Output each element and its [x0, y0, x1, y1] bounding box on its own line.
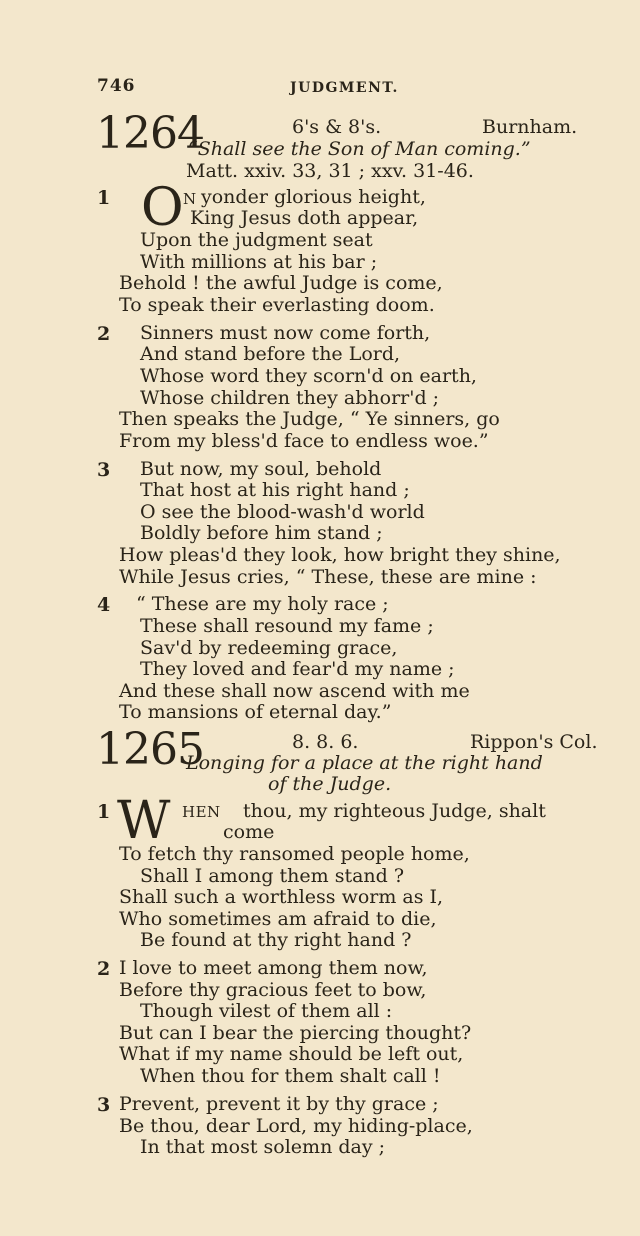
hymn-number: 1265 — [96, 724, 204, 775]
verse-line: O see the blood-wash'd world — [140, 501, 425, 523]
hymn-subtitle: “Shall see the Son of Man coming.” — [188, 138, 531, 160]
hymn-tune: Rippon's Col. — [470, 731, 598, 753]
verse-line: Then speaks the Judge, “ Ye sinners, go — [119, 408, 500, 430]
hymn-tune: Burnham. — [482, 116, 578, 138]
verse-line: Be found at thy right hand ? — [140, 929, 412, 951]
verse-line: Boldly before him stand ; — [140, 522, 383, 544]
verse-number: 4 — [97, 594, 111, 616]
verse-line: Who sometimes am afraid to die, — [119, 908, 437, 930]
verse-number: 3 — [97, 1094, 111, 1116]
verse-line: come — [223, 821, 275, 843]
small-caps-word: N — [183, 190, 197, 208]
verse-line: To fetch thy ransomed people home, — [119, 843, 470, 865]
page-number: 746 — [97, 76, 136, 96]
verse-line: But can I bear the piercing thought? — [119, 1022, 472, 1044]
verse-line: Before thy gracious feet to bow, — [119, 979, 427, 1001]
verse-line: And stand before the Lord, — [140, 343, 401, 365]
hymn-meter: 8. 8. 6. — [292, 731, 359, 753]
verse-line: From my bless'd face to endless woe.” — [119, 430, 489, 452]
hymn-number: 1264 — [96, 108, 204, 159]
verse-line: Shall I among them stand ? — [140, 865, 405, 887]
verse-line: How pleas'd they look, how bright they shine, — [119, 544, 561, 566]
verse-line: Though vilest of them all : — [140, 1000, 393, 1022]
verse-line: King Jesus doth appear, — [190, 207, 419, 229]
verse-number: 2 — [97, 323, 111, 345]
verse-line: While Jesus cries, “ These, these are mine : — [119, 566, 537, 588]
verse-number: 3 — [97, 459, 111, 481]
hymn-subtitle: Longing for a place at the right hand — [186, 752, 543, 774]
verse-line: yonder glorious height, — [201, 186, 426, 208]
verse-line: With millions at his bar ; — [140, 251, 378, 273]
verse-line: They loved and fear'd my name ; — [140, 658, 455, 680]
verse-line: Upon the judgment seat — [140, 229, 373, 251]
running-head: JUDGMENT. — [290, 80, 399, 96]
verse-line: Shall such a worthless worm as I, — [119, 886, 444, 908]
verse-number: 1 — [97, 187, 111, 209]
scripture-reference: Matt. xxiv. 33, 31 ; xxv. 31-46. — [186, 160, 474, 182]
verse-line: When thou for them shalt call ! — [140, 1065, 441, 1087]
verse-line: I love to meet among them now, — [119, 957, 428, 979]
verse-line: Prevent, prevent it by thy grace ; — [119, 1093, 439, 1115]
small-caps-word: HEN — [182, 803, 221, 821]
verse-number: 1 — [97, 801, 111, 823]
verse-line: Sinners must now come forth, — [140, 322, 431, 344]
verse-line: “ These are my holy race ; — [136, 593, 389, 615]
verse-line: But now, my soul, behold — [140, 458, 382, 480]
verse-number: 2 — [97, 958, 111, 980]
verse-line: These shall resound my fame ; — [140, 615, 434, 637]
verse-line: And these shall now ascend with me — [119, 680, 470, 702]
verse-line: To speak their everlasting doom. — [119, 294, 435, 316]
verse-line: Whose children they abhorr'd ; — [140, 387, 440, 409]
verse-line: Be thou, dear Lord, my hiding-place, — [119, 1115, 473, 1137]
drop-cap: W — [117, 791, 171, 851]
verse-line: That host at his right hand ; — [140, 479, 410, 501]
verse-line: In that most solemn day ; — [140, 1136, 386, 1158]
verse-line: Sav'd by redeeming grace, — [140, 637, 398, 659]
hymn-subtitle: of the Judge. — [268, 773, 392, 795]
drop-cap: O — [141, 178, 184, 238]
hymn-meter: 6's & 8's. — [292, 116, 382, 138]
verse-line: Behold ! the awful Judge is come, — [119, 272, 443, 294]
verse-line: What if my name should be left out, — [119, 1043, 464, 1065]
verse-line: To mansions of eternal day.” — [119, 701, 392, 723]
verse-line: Whose word they scorn'd on earth, — [140, 365, 477, 387]
verse-line: thou, my righteous Judge, shalt — [243, 800, 546, 822]
